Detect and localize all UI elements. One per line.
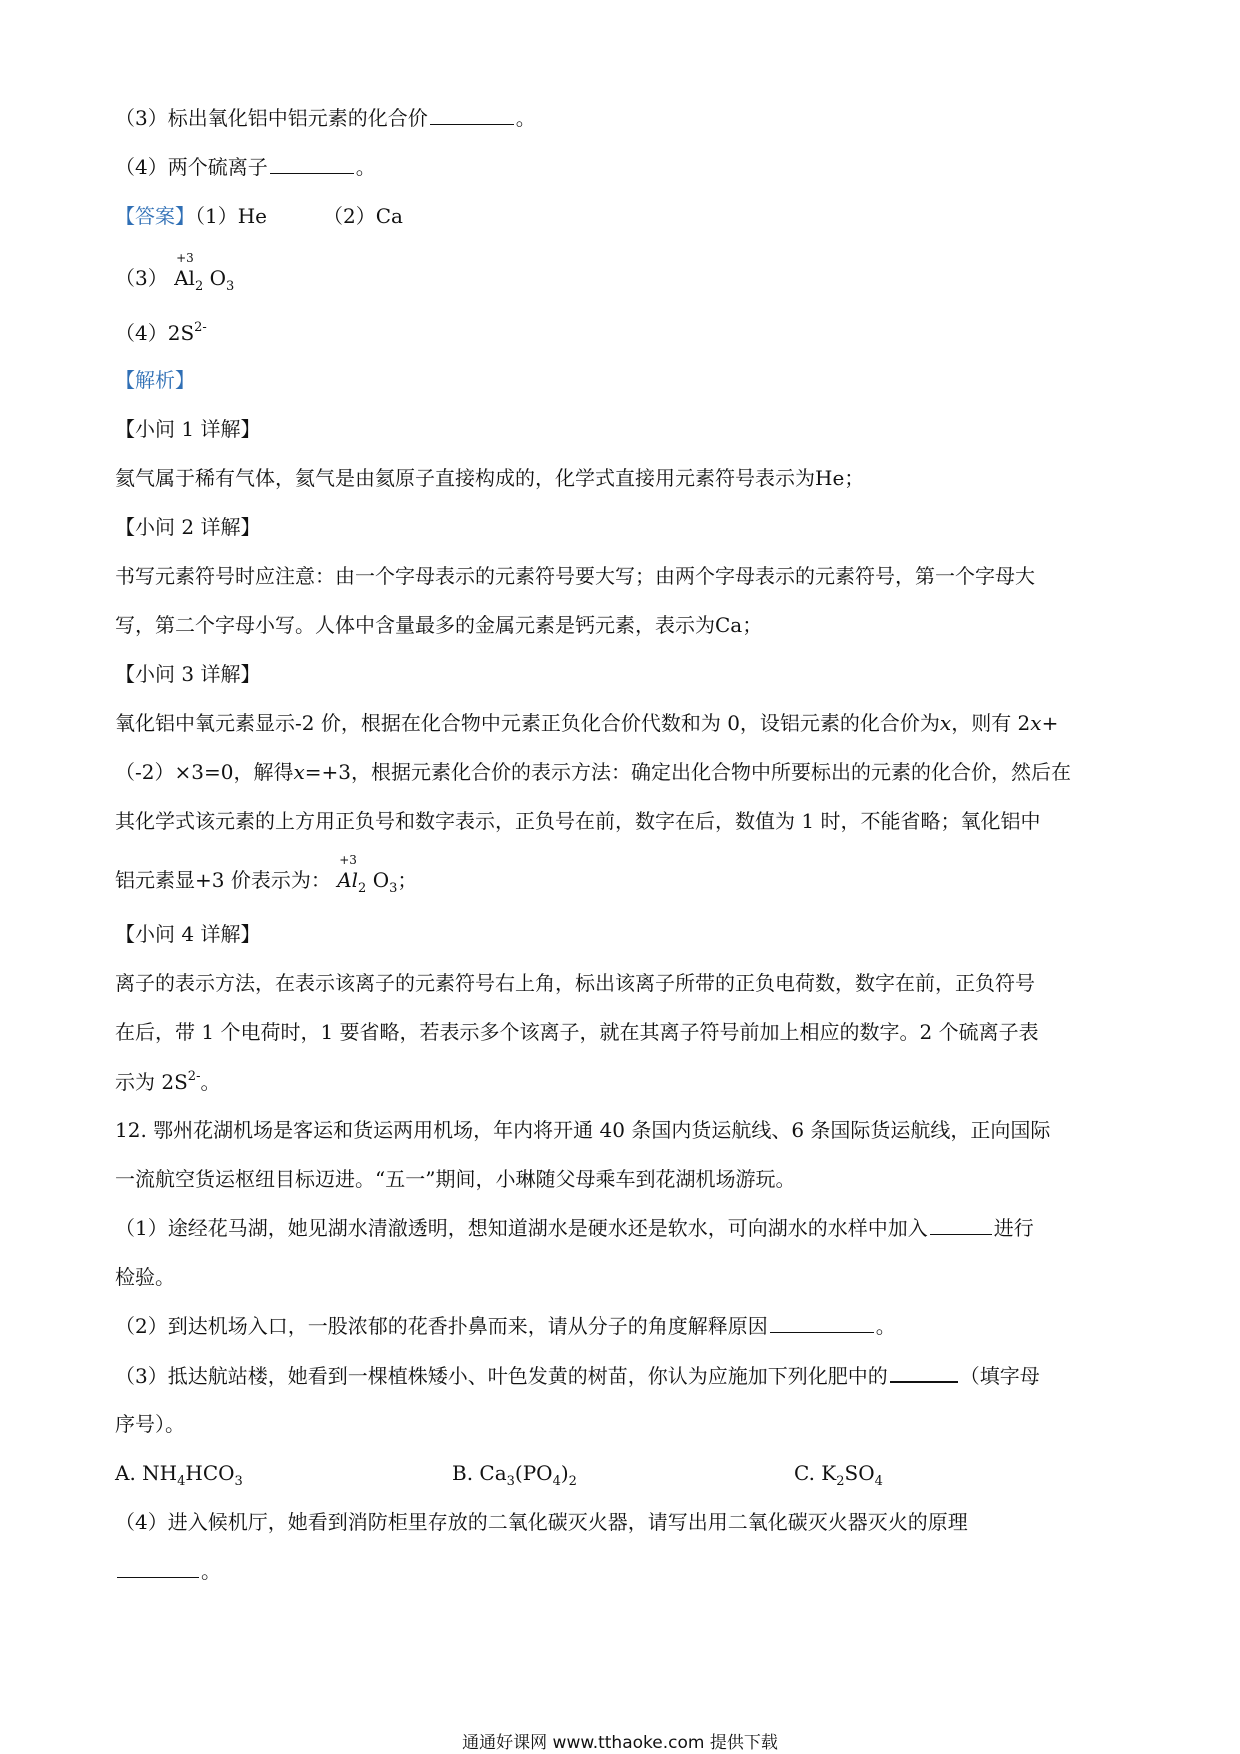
question-12-intro-2: 一流航空货运枢纽目标迈进。“五一”期间，小琳随父母乘车到花湖机场游玩。 (115, 1167, 796, 1191)
answer-label: 【答案】 (115, 204, 195, 228)
sub-question-3-text-2: （-2）×3=0，解得x=+3，根据元素化合价的表示方法：确定出化合物中所要标出的元素的化合价，然后在 (115, 760, 1071, 784)
aluminium-oxide-formula: +3 Al (337, 853, 359, 892)
sub-question-4-text-1: 离子的表示方法，在表示该离子的元素符号右上角，标出该离子所带的正负电荷数，数字在前，正负符号 (115, 971, 1035, 995)
answer-line-4: $(4)2S^{2-}$ (115, 320, 207, 345)
analysis-label: 【解析】 (115, 368, 195, 392)
question-11-part-4: （4）两个硫离子 。 (115, 155, 376, 179)
question-12-part-4: （4）进入候机厅，她看到消防柜里存放的二氧化碳灭火器，请写出用二氧化碳灭火器灭火的原理 (115, 1510, 968, 1534)
answer-line-1: 【答案】（1）He （2）Ca (115, 204, 403, 228)
question-12-part-4-cont: 。 (115, 1559, 221, 1583)
question-12-part-3-cont: 序号）。 (115, 1412, 185, 1436)
sub-question-1-text: 氦气属于稀有气体，氦气是由氦原子直接构成的，化学式直接用元素符号表示为He； (115, 466, 865, 490)
question-12-intro-1: 12. 鄂州花湖机场是客运和货运两用机场，年内将开通 40 条国内货运航线、6 条国际货运航线，正向国际 (115, 1118, 1051, 1142)
sub-question-3-text-3: 其化学式该元素的上方用正负号和数字表示，正负号在前，数字在后，数值为 1 时，不能省略；氧化铝中 (115, 809, 1041, 833)
question-11-part-3: （3）标出氧化铝中铝元素的化合价 。 (115, 106, 536, 130)
option-a[interactable]: A. $NH_4HCO_3$ (115, 1461, 243, 1489)
question-12-part-1: （1）途经花马湖，她见湖水清澈透明，想知道湖水是硬水还是软水，可向湖水的水样中加入 进行 (115, 1216, 1034, 1240)
sub-question-2-text-1: 书写元素符号时应注意：由一个字母表示的元素符号要大写；由两个字母表示的元素符号，第一个字母大 (115, 564, 1035, 588)
answer-blank[interactable] (270, 155, 354, 174)
answer-blank[interactable] (430, 106, 514, 125)
answer-blank[interactable] (930, 1216, 992, 1235)
sub-question-4-text-3: 示为 $2S^{2-}$。 (115, 1069, 221, 1094)
sub-question-4-text-2: 在后，带 1 个电荷时，1 要省略，若表示多个该离子，就在其离子符号前加上相应的数字。2 个硫离子表 (115, 1020, 1039, 1044)
aluminium-oxide-formula: +3 Al (174, 251, 195, 290)
option-b[interactable]: B. $Ca_3(PO_4)_2$ (452, 1461, 577, 1489)
sub-question-1-heading: 【小问 1 详解】 (115, 417, 261, 441)
sub-question-3-text-4: 铝元素显+3 价表示为： +3 $Al_2$ $O_3$； (115, 853, 418, 896)
question-12-part-3: （3）抵达航站楼，她看到一棵植株矮小、叶色发黄的树苗，你认为应施加下列化肥中的 （填字母 (115, 1364, 1040, 1388)
option-c[interactable]: C. $K_2SO_4$ (794, 1461, 883, 1489)
footer-source: 通通好课网 www.tthaoke.com 提供下载 (462, 1733, 778, 1753)
answer-blank[interactable] (890, 1363, 958, 1383)
sub-question-3-text-1: 氧化铝中氧元素显示-2 价，根据在化合物中元素正负化合价代数和为 0，设铝元素的化合价为x，则有 2x+ (115, 711, 1059, 735)
answer-line-3: （3） +3 $Al_2$ $O_3$ (115, 251, 235, 294)
sub-question-4-heading: 【小问 4 详解】 (115, 922, 261, 946)
sub-question-2-heading: 【小问 2 详解】 (115, 515, 261, 539)
answer-blank[interactable] (117, 1559, 199, 1578)
question-12-part-2: （2）到达机场入口，一股浓郁的花香扑鼻而来，请从分子的角度解释原因 。 (115, 1314, 896, 1338)
sub-question-3-heading: 【小问 3 详解】 (115, 662, 261, 686)
answer-blank[interactable] (770, 1314, 874, 1333)
sub-question-2-text-2: 写，第二个字母小写。人体中含量最多的金属元素是钙元素，表示为Ca； (115, 613, 763, 637)
question-12-part-1-cont: 检验。 (115, 1265, 175, 1289)
